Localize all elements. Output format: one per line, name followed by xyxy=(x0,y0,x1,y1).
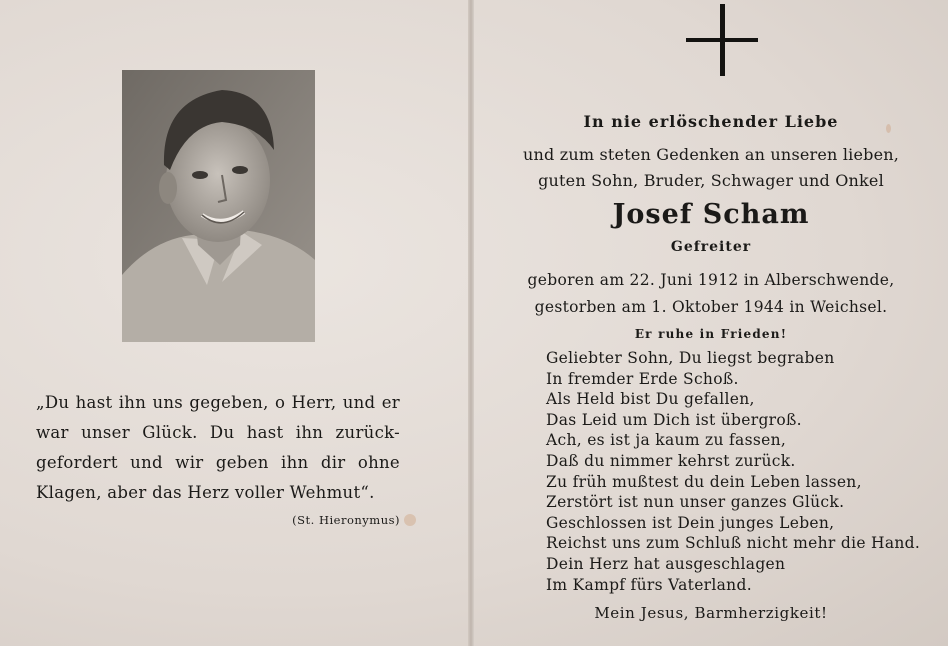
portrait-image xyxy=(122,70,315,342)
poem-line: Daß du nimmer kehrst zurück. xyxy=(546,451,796,470)
poem-line: In fremder Erde Schoß. xyxy=(546,369,739,388)
dedication-line-1: und zum steten Gedenken an unseren lieben, xyxy=(522,145,900,164)
poem-line: Als Held bist Du gefallen, xyxy=(546,390,755,409)
death-line: gestorben am 1. Oktober 1944 in Weichsel. xyxy=(534,298,888,316)
poem-line: Ach, es ist ja kaum zu fassen, xyxy=(546,431,787,450)
paper-stain xyxy=(886,124,891,133)
portrait-photo xyxy=(122,70,315,342)
dedication-line-2: guten Sohn, Bruder, Schwager und Onkel xyxy=(538,171,884,190)
poem-line: Zu früh mußtest du dein Leben lassen, xyxy=(546,472,862,491)
birth-line: geboren am 22. Juni 1912 in Alberschwende, xyxy=(527,271,895,289)
paper-stain xyxy=(404,514,416,526)
poem-line: Das Leid um Dich ist übergroß. xyxy=(546,410,802,429)
poem-line: Geliebter Sohn, Du liegst begraben xyxy=(546,349,835,367)
poem-line: Im Kampf fürs Vaterland. xyxy=(546,575,752,594)
cross-icon xyxy=(682,4,762,76)
rest-in-peace: Er ruhe in Frieden! xyxy=(634,327,788,341)
poem-line: Reichst uns zum Schluß nicht mehr die Hand. xyxy=(546,534,921,553)
left-panel xyxy=(0,0,470,646)
deceased-name: Josef Scham xyxy=(612,199,810,230)
poem-line: Zerstört ist nun unser ganzes Glück. xyxy=(546,493,845,512)
closing-prayer: Mein Jesus, Barmherzigkeit! xyxy=(594,604,828,622)
poem xyxy=(546,348,926,595)
quote-text: „Du hast ihn uns gegeben, o Herr, und er war unser Glück. Du hast ihn zurück-gefordert und wir geben ihn dir ohne Klagen, aber das Herz voller Wehmut“. xyxy=(36,393,400,502)
quote-source: (St. Hieronymus) xyxy=(292,513,400,527)
military-rank: Gefreiter xyxy=(670,239,752,255)
right-panel xyxy=(474,0,948,646)
poem-line: Geschlossen ist Dein junges Leben, xyxy=(546,513,835,532)
dedication-title: In nie erlöschender Liebe xyxy=(583,112,839,131)
poem-line: Dein Herz hat ausgeschlagen xyxy=(546,554,786,573)
